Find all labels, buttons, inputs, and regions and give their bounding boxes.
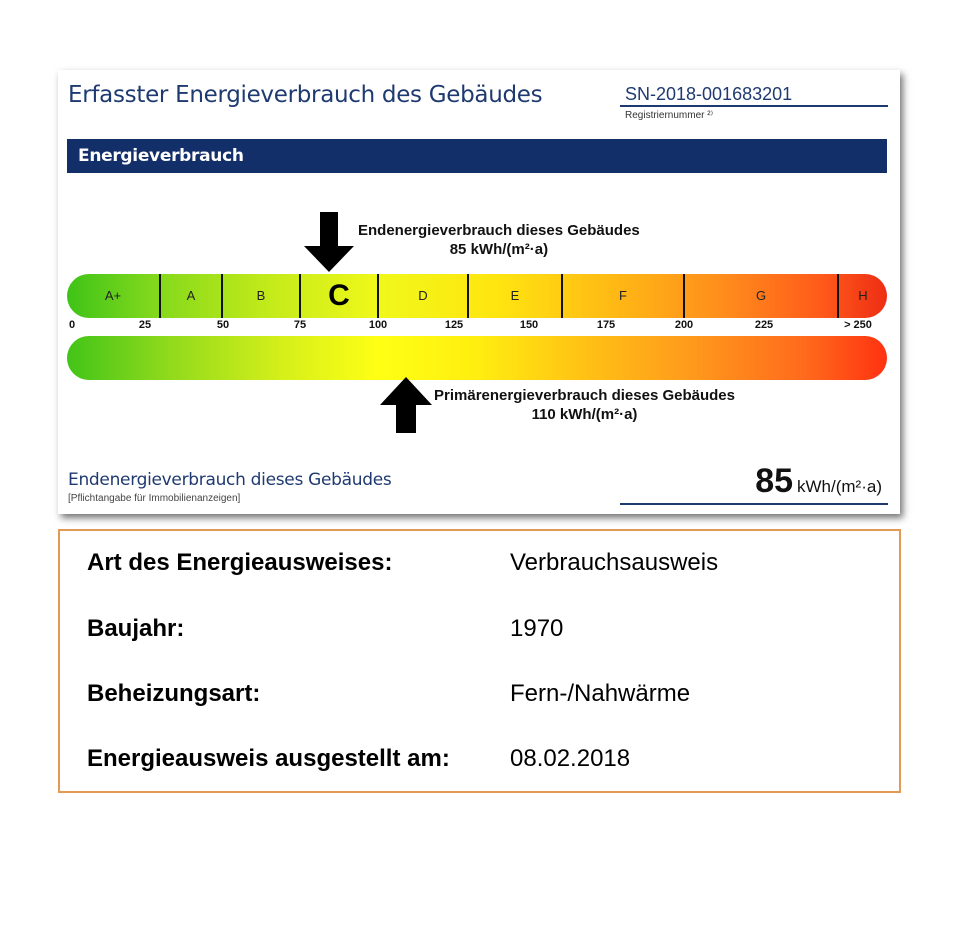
info-label: Baujahr: [87, 615, 185, 642]
energy-class-scale [67, 274, 887, 318]
info-value: 08.02.2018 [510, 745, 631, 772]
info-label: Beheizungsart: [87, 680, 261, 707]
footer-underline [620, 503, 888, 505]
class-cell-h: H [858, 288, 868, 303]
class-cell-b: B [223, 274, 301, 318]
scale-tick-50: 50 [216, 319, 230, 331]
class-cell-d: D [379, 274, 469, 318]
class-cell-g: G [685, 274, 839, 318]
footer-title: Endenergieverbrauch dieses Gebäudes [68, 470, 392, 490]
footer-consumption-value [755, 462, 882, 501]
section-title: Energieverbrauch [78, 146, 244, 166]
certificate-title: Erfasster Energieverbrauch des Gebäudes [68, 82, 543, 108]
final-energy-indicator-line1: Endenergieverbrauch dieses Gebäudes [358, 222, 640, 239]
up-arrow-icon [380, 377, 432, 433]
info-value: Fern-/Nahwärme [510, 680, 691, 707]
scale-tick-250-plus: > 250 [844, 319, 872, 331]
info-label: Energieausweis ausgestellt am: [87, 745, 450, 772]
final-energy-indicator-line2: 85 kWh/(m²·a) [449, 241, 549, 258]
class-cell-a: A [161, 274, 223, 318]
scale-tick-25: 25 [138, 319, 152, 331]
scale-tick-75: 75 [293, 319, 307, 331]
down-arrow-icon [304, 212, 354, 272]
info-label: Art des Energieausweises: [87, 549, 393, 576]
primary-energy-indicator-line1: Primärenergieverbrauch dieses Gebäudes [434, 387, 735, 404]
certificate-info-box [58, 529, 901, 793]
section-header-bar [67, 139, 887, 173]
footer-value-unit: kWh/(m²·a) [797, 477, 882, 496]
scale-tick-200: 200 [674, 319, 694, 331]
footer-note: [Pflichtangabe für Immobilienanzeigen] [68, 493, 241, 504]
scale-tick-175: 175 [596, 319, 616, 331]
primary-energy-indicator-label [434, 386, 735, 424]
class-cell-a-plus: A+ [67, 274, 161, 318]
registration-caption: Registriernummer ²⁾ [625, 110, 714, 121]
registration-underline [620, 105, 888, 107]
scale-tick-150: 150 [519, 319, 539, 331]
final-energy-indicator-label [358, 221, 640, 259]
energy-gradient-bar [67, 336, 887, 380]
info-value: Verbrauchsausweis [510, 549, 719, 576]
footer-value-number: 85 [755, 462, 794, 500]
primary-energy-indicator-line2: 110 kWh/(m²·a) [531, 406, 638, 423]
scale-tick-125: 125 [444, 319, 464, 331]
class-cell-c-active: C [301, 274, 379, 318]
energy-certificate-card [58, 70, 900, 514]
scale-tick-0: 0 [68, 319, 76, 331]
class-cell-e: E [469, 274, 563, 318]
scale-tick-100: 100 [368, 319, 388, 331]
scale-tick-225: 225 [754, 319, 774, 331]
info-value: 1970 [510, 615, 564, 642]
class-cell-f: F [563, 274, 685, 318]
registration-number: SN-2018-001683201 [625, 84, 793, 104]
